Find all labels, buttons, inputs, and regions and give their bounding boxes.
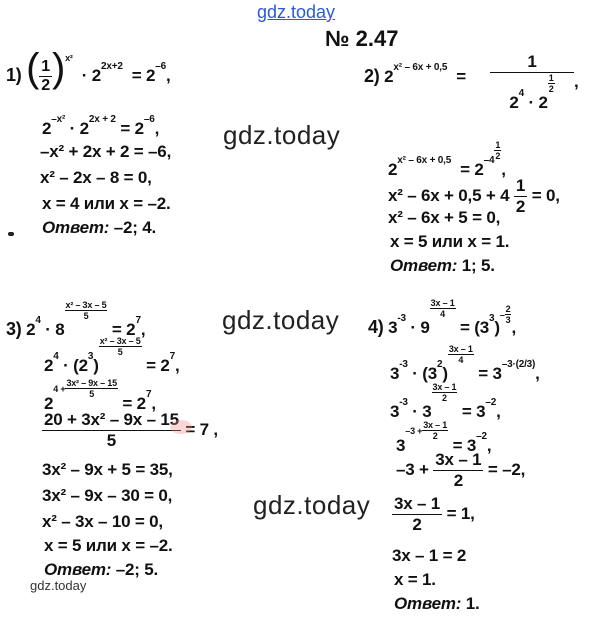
watermark: gdz.today	[253, 490, 371, 520]
problem-1-line-3: –x² + 2x + 2 = –6,	[40, 142, 172, 161]
fraction-one-half: $\frac{1}{2}$	[41, 58, 50, 95]
close-paren: )	[51, 46, 66, 90]
problem-4-line-7: 3x – 1 = 2	[392, 546, 467, 565]
problem-4-label: 4)	[368, 317, 384, 337]
open-paren: (	[26, 46, 40, 90]
problem-1-line-4: x² – 2x – 8 = 0,	[40, 168, 152, 187]
problem-3-line-7: x² – 3x – 10 = 0,	[42, 512, 163, 531]
problem-3-line-8: x = 5 или x = –2.	[44, 536, 173, 555]
problem-1-answer: Ответ: –2; 4.	[42, 218, 157, 237]
problem-2-line-4: x² – 6x + 5 = 0,	[388, 208, 501, 227]
problem-1-label: 1)	[6, 65, 22, 85]
problem-3-line-5: 3x² – 9x + 5 = 35,	[42, 460, 173, 479]
problem-3-line-4: $\frac{\text{20 + 3x² – 9x – 15}}{5}$ = 7 ,	[44, 410, 218, 450]
problem-4-line-1: 4) $3^{-3} \cdot 9$ $\frac{3x - 1}{4}$ = $(3^3)-$ $\frac{2}{3}$ ,	[368, 298, 516, 337]
problem-4-line-6: $\frac{3x - 1}{2}$ = 1,	[394, 494, 475, 534]
problem-4-line-3: $3^{-3} \cdot 3$ $\frac{3x - 1}{2}$ = $3^{-2}$,	[390, 382, 501, 421]
problem-3-line-6: 3x² – 9x – 30 = 0,	[42, 486, 173, 505]
problem-3-answer: Ответ: –2; 5.	[44, 560, 159, 579]
watermark: gdz.today	[223, 120, 341, 150]
problem-2-line-2: $2^{x^2 - 6x + 0,5} = 2^{-4}$ $\frac{1}{2}$ ,	[388, 140, 506, 179]
watermark-top[interactable]: gdz.today	[257, 2, 336, 22]
problem-4-line-8: x = 1.	[394, 570, 436, 589]
problem-2-fraction: 1 $2^4 \cdot 2$ $\frac{1}{2}$ ,	[490, 52, 579, 113]
problem-2-line-1: 2) $2^{x^2 - 6x + 0,5}$ =	[364, 62, 467, 86]
watermark-bottom: gdz.today	[30, 578, 87, 593]
problem-4-line-4: 3–3 + $\frac{3x - 1}{2}$ = $3^{-2}$,	[396, 420, 492, 455]
problem-1-line-5: x = 4 или x = –2.	[42, 194, 171, 213]
scan-mark	[170, 420, 192, 434]
problem-4-answer: Ответ: 1.	[394, 594, 480, 613]
problem-3-line-1: 3) $2^4 \cdot 8$ $\frac{\text{x² – 3x – 5}}{5}$ = $2^7$,	[6, 300, 146, 339]
scan-dot	[8, 232, 14, 236]
problem-3-label: 3)	[6, 319, 22, 339]
problem-2-line-3: x² – 6x + 0,5 + 4 $\frac{1}{2}$ = 0,	[388, 176, 560, 216]
problem-2-line-5: x = 5 или x = 1.	[390, 232, 510, 251]
problem-3-line-3: 24 + $\frac{\text{3x² – 9x – 15}}{5}$ = $2^7$,	[44, 378, 156, 413]
problem-3-line-2: $2^4 \cdot (2^3)$ $\frac{\text{x² – 3x – 5}}{5}$ = $2^7$,	[44, 336, 180, 375]
watermark: gdz.today	[222, 305, 340, 335]
problem-4-line-2: $3^{-3} \cdot (3^2)$ $\frac{3x - 1}{4}$ = $3^{-3\cdot(2/3)}$,	[390, 344, 540, 383]
problem-1-line-2: $2^{-x^2} \cdot 2^{2x + 2} = 2^{-6}$,	[42, 114, 160, 138]
problem-1-line-1: 1) ( $\frac{1}{2}$ )$^{x^2} \cdot 2^{2x+2} = 2^{-6}$,	[6, 46, 171, 95]
problem-4-line-5: –3 + $\frac{3x - 1}{2}$ = –2,	[396, 450, 526, 490]
problem-title: № 2.47	[325, 26, 399, 51]
problem-2-answer: Ответ: 1; 5.	[390, 256, 495, 275]
problem-2-label: 2)	[364, 66, 380, 86]
